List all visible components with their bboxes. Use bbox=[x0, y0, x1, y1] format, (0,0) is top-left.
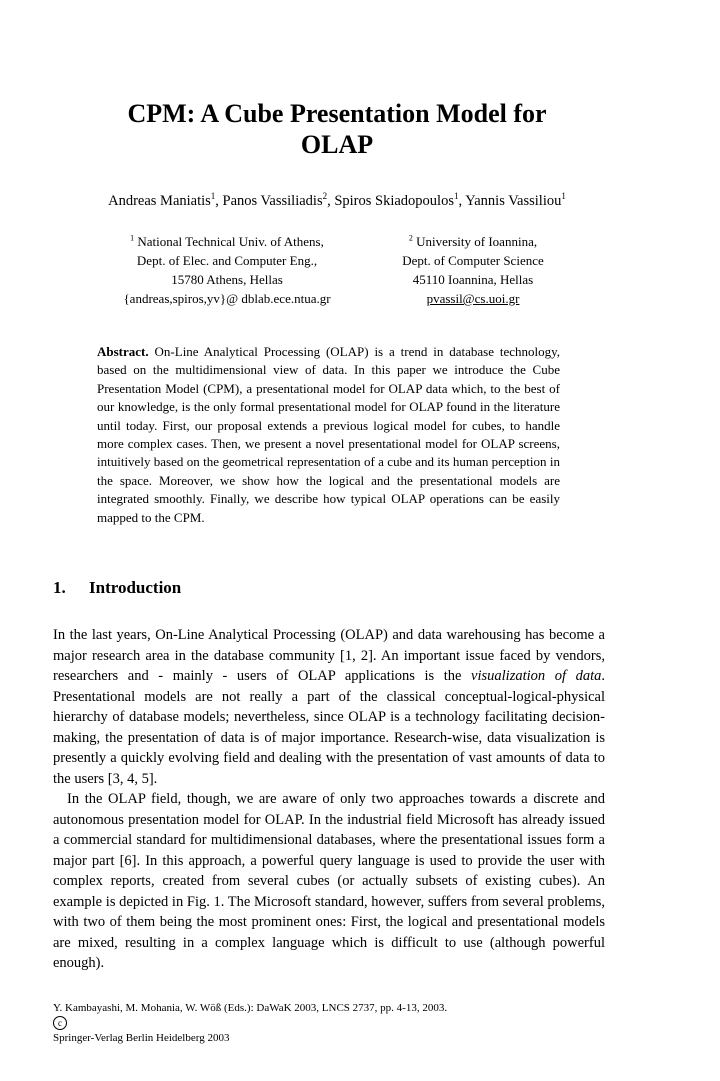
page-footer bbox=[53, 1000, 447, 1046]
affiliation-address: 45110 Ioannina, Hellas bbox=[412, 272, 534, 287]
affiliation-line bbox=[92, 232, 362, 251]
affiliation-email: {andreas,spiros,yv}@ dblab.ece.ntua.gr bbox=[123, 291, 331, 306]
affiliation-department: Dept. of Elec. and Computer Eng., bbox=[136, 253, 318, 268]
footer-copyright bbox=[53, 1016, 447, 1046]
affiliation-line bbox=[352, 232, 594, 251]
paragraph-1 bbox=[53, 625, 605, 789]
author-affil-mark: 1 bbox=[210, 191, 216, 202]
author-name: Andreas Maniatis bbox=[108, 193, 211, 209]
paper-title bbox=[0, 98, 674, 160]
abstract-label: Abstract. bbox=[97, 344, 149, 359]
affiliation-department: Dept. of Computer Science bbox=[402, 253, 544, 268]
copyright-text: Springer-Verlag Berlin Heidelberg 2003 bbox=[53, 1032, 230, 1044]
section-heading bbox=[53, 578, 181, 598]
footer-citation: Y. Kambayashi, M. Mohania, W. Wöß (Eds.): DaWaK 2003, LNCS 2737, pp. 4-13, 2003. bbox=[53, 1002, 448, 1014]
affil-mark: 1 bbox=[130, 233, 135, 243]
affiliation-institution: National Technical Univ. of Athens, bbox=[137, 234, 324, 249]
author-affil-mark: 1 bbox=[561, 191, 566, 202]
paragraph-text: In the last years, On-Line Analytical Processing (OLAP) and data warehousing has become a major research area in the database community [1, 2]. An important issue faced by vendors, researchers and - mainly - users of OLAP applications is the bbox=[53, 627, 605, 684]
title-line-2: OLAP bbox=[300, 130, 374, 159]
author-list: Andreas Maniatis$^1$, Panos Vassiliadis$^2$, Spiros Skiadopoulos$^1$, Yannis Vassiliou$^1$ bbox=[108, 191, 566, 209]
abstract bbox=[97, 343, 560, 527]
body-text bbox=[53, 625, 605, 974]
emphasis-text: visualization of data bbox=[471, 668, 602, 684]
abstract-text: On-Line Analytical Processing (OLAP) is a trend in database technology, based on the multidimensional view of data. In this paper we introduce the Cube Presentation Model (CPM), a presentational model for OLAP data which, to the best of our knowledge, is the only formal presentational model for OLAP found in the literature until today. First, our proposal extends a previous logical model for cubes, to handle more complex cases. Then, we present a novel presentational model for OLAP screens, intuitively based on the geometrical representation of a cube and its human perception in the space. Moreover, we show how the logical and the presentational models are integrated smoothly. Finally, we describe how typical OLAP operations can be easily mapped to the CPM. bbox=[97, 344, 561, 525]
title-line-1: CPM: A Cube Presentation Model for bbox=[127, 99, 547, 128]
affiliation-1 bbox=[92, 232, 362, 308]
paragraph-2: In the OLAP field, though, we are aware of only two approaches towards a discrete and autonomous presentation model for OLAP. In the industrial field Microsoft has already issued a commercial standard for multidimensional databases, where the presentational issues form a major part [6]. In this approach, a powerful query language is used to provide the user with complex reports, created from several cubes (or actually subsets of existing cubes). An example is depicted in Fig. 1. The Microsoft standard, however, suffers from several problems, with two of them being the most prominent ones: First, the logical and presentational models are mixed, resulting in a complex language which is difficult to use (although powerful enough). bbox=[53, 791, 605, 971]
affiliation-institution: University of Ioannina, bbox=[416, 234, 538, 249]
author-affil-mark: 1 bbox=[453, 191, 459, 202]
paragraph-text: . Presentational models are not really a part of the classical conceptual-logical-physical hierarchy of database models; nevertheless, since OLAP is a technology facilitating decision-making, the presentation of data is of major importance. Research-wise, data visualization is presently a quickly evolving field and dealing with the presentation of vast amounts of data to the users [3, 4, 5]. bbox=[53, 668, 605, 787]
section-number: 1. bbox=[53, 578, 66, 597]
copyright-icon: c bbox=[53, 1016, 67, 1030]
author-name: Yannis Vassiliou bbox=[465, 193, 562, 209]
author-name: Spiros Skiadopoulos bbox=[334, 193, 454, 209]
author-affil-mark: 2 bbox=[322, 191, 328, 202]
section-title: Introduction bbox=[89, 578, 182, 597]
affil-mark: 2 bbox=[408, 233, 413, 243]
affiliation-email-link[interactable]: pvassil@cs.uoi.gr bbox=[426, 291, 520, 306]
affiliation-2 bbox=[352, 232, 594, 308]
author-name: Panos Vassiliadis bbox=[222, 193, 323, 209]
affiliation-address: 15780 Athens, Hellas bbox=[171, 272, 283, 287]
